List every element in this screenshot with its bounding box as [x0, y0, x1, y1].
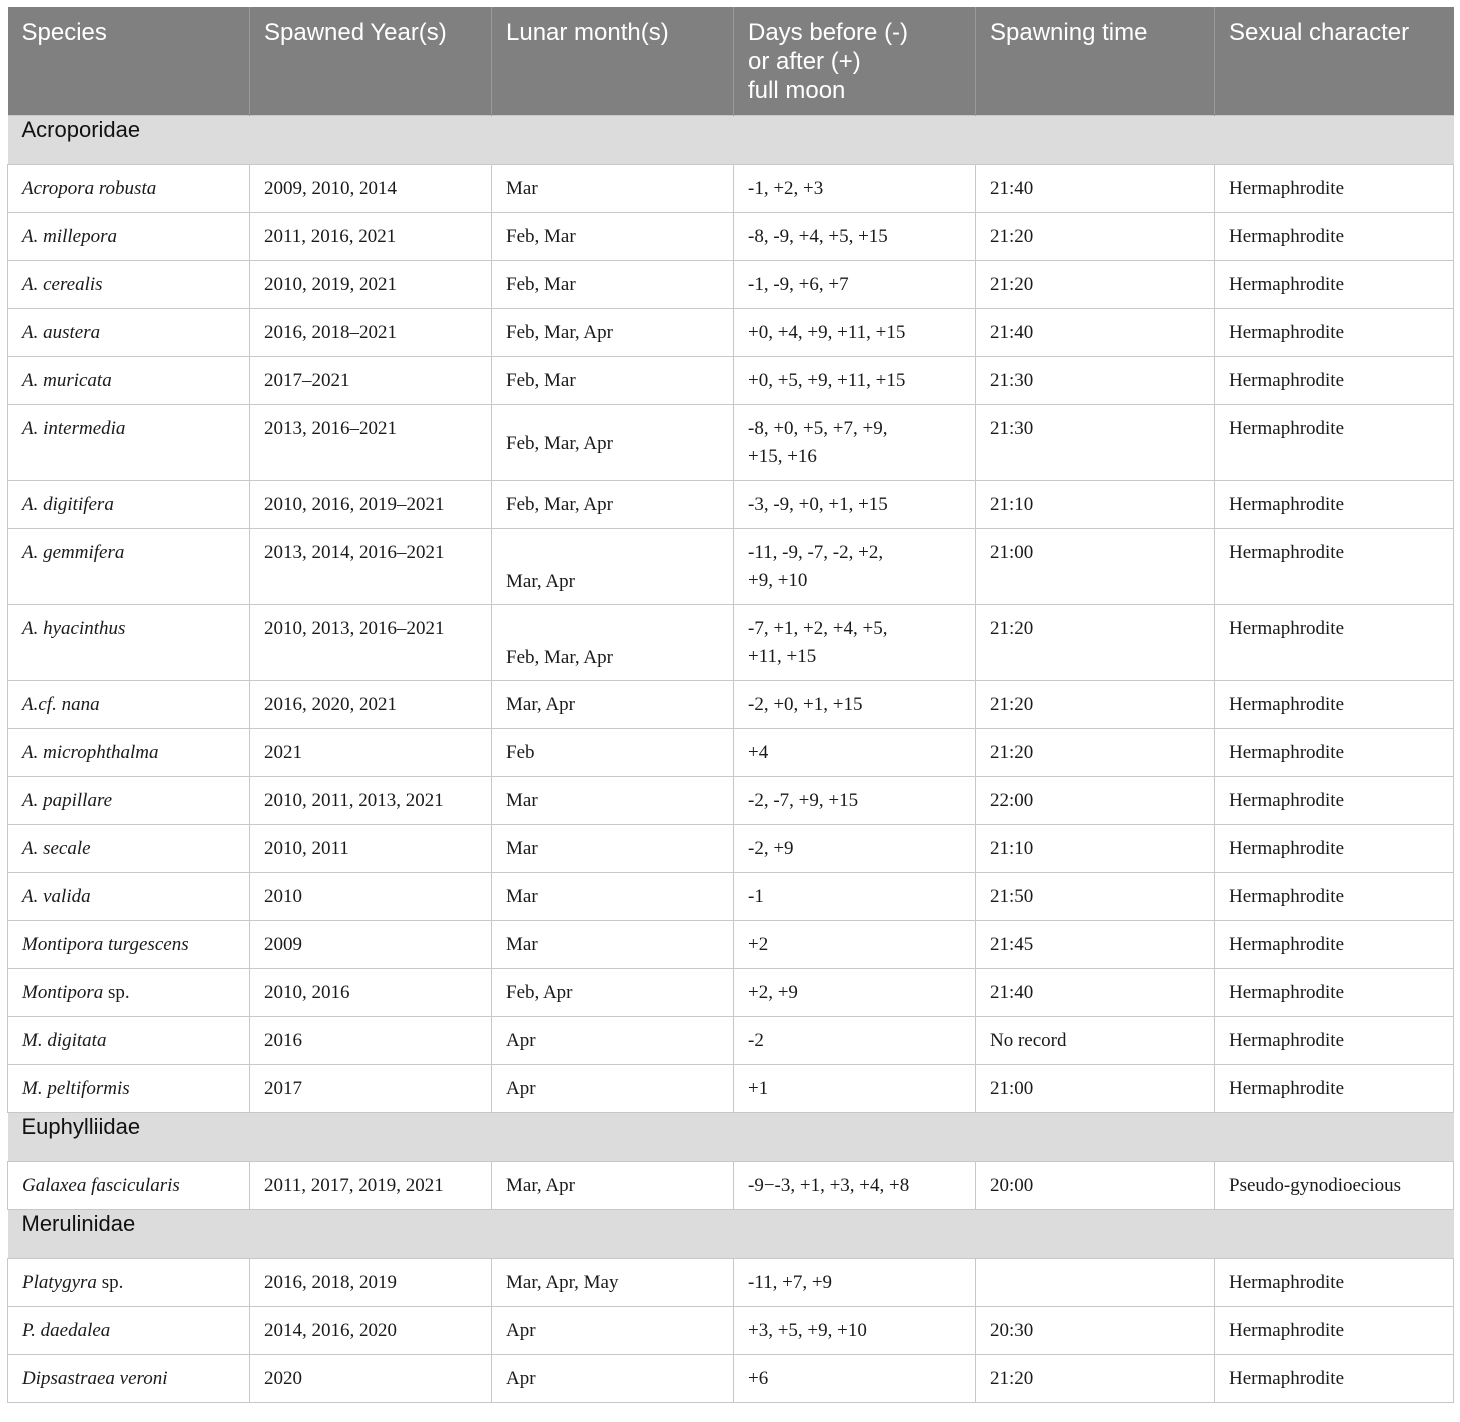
species-cell: A. digitifera	[8, 481, 250, 529]
sex-cell: Hermaphrodite	[1215, 1065, 1454, 1113]
header-row	[8, 7, 1454, 116]
lunar-cell: Feb	[492, 729, 734, 777]
time-cell: 21:40	[976, 969, 1215, 1017]
lunar-cell: Mar	[492, 825, 734, 873]
years-cell: 2010, 2019, 2021	[250, 261, 492, 309]
lunar-cell: Apr	[492, 1065, 734, 1113]
days-cell: +2	[734, 921, 976, 969]
sex-cell: Hermaphrodite	[1215, 309, 1454, 357]
lunar-cell: Mar, Apr	[492, 529, 734, 605]
table-row	[8, 921, 1454, 969]
table-row	[8, 1017, 1454, 1065]
group-row-acroporidae	[8, 116, 1454, 165]
time-cell: 21:00	[976, 529, 1215, 605]
group-label: Merulinidae	[8, 1210, 1454, 1259]
lunar-cell: Feb, Mar, Apr	[492, 309, 734, 357]
time-cell: 21:20	[976, 605, 1215, 681]
time-cell: 21:40	[976, 165, 1215, 213]
time-cell: 21:20	[976, 681, 1215, 729]
years-cell: 2020	[250, 1355, 492, 1403]
species-cell: A. hyacinthus	[8, 605, 250, 681]
species-cell: Montipora sp.	[8, 969, 250, 1017]
days-cell: -8, -9, +4, +5, +15	[734, 213, 976, 261]
sex-cell: Pseudo-gynodioecious	[1215, 1162, 1454, 1210]
species-cell: Platygyra sp.	[8, 1259, 250, 1307]
years-cell: 2009, 2010, 2014	[250, 165, 492, 213]
header-years: Spawned Year(s)	[250, 7, 492, 116]
sex-cell: Hermaphrodite	[1215, 213, 1454, 261]
days-cell: -1	[734, 873, 976, 921]
table-row	[8, 605, 1454, 681]
days-cell: -1, +2, +3	[734, 165, 976, 213]
lunar-cell: Mar, Apr	[492, 681, 734, 729]
lunar-cell: Feb, Mar	[492, 357, 734, 405]
sex-cell: Hermaphrodite	[1215, 777, 1454, 825]
years-cell: 2013, 2014, 2016–2021	[250, 529, 492, 605]
years-cell: 2013, 2016–2021	[250, 405, 492, 481]
table-row	[8, 1065, 1454, 1113]
years-cell: 2010, 2016	[250, 969, 492, 1017]
header-lunar: Lunar month(s)	[492, 7, 734, 116]
time-cell: 21:00	[976, 1065, 1215, 1113]
time-cell: 21:20	[976, 213, 1215, 261]
years-cell: 2017	[250, 1065, 492, 1113]
lunar-cell: Apr	[492, 1017, 734, 1065]
days-cell: -11, -9, -7, -2, +2, +9, +10	[734, 529, 976, 605]
header-days-line2: or after (+)	[748, 48, 861, 75]
species-cell: M. digitata	[8, 1017, 250, 1065]
table-row	[8, 681, 1454, 729]
sex-cell: Hermaphrodite	[1215, 825, 1454, 873]
table-row	[8, 529, 1454, 605]
days-cell: -3, -9, +0, +1, +15	[734, 481, 976, 529]
species-cell: A. papillare	[8, 777, 250, 825]
table-row	[8, 261, 1454, 309]
time-cell: 21:45	[976, 921, 1215, 969]
time-cell: 21:10	[976, 825, 1215, 873]
lunar-cell: Apr	[492, 1307, 734, 1355]
header-days-line1: Days before (-)	[748, 19, 909, 46]
species-cell: A. austera	[8, 309, 250, 357]
time-cell: 20:00	[976, 1162, 1215, 1210]
time-cell: 21:10	[976, 481, 1215, 529]
lunar-cell: Mar	[492, 165, 734, 213]
days-cell: +6	[734, 1355, 976, 1403]
years-cell: 2010, 2011, 2013, 2021	[250, 777, 492, 825]
sex-cell: Hermaphrodite	[1215, 873, 1454, 921]
table-row	[8, 405, 1454, 481]
lunar-cell: Feb, Mar	[492, 213, 734, 261]
header-species: Species	[8, 7, 250, 116]
species-cell: A. cerealis	[8, 261, 250, 309]
header-time: Spawning time	[976, 7, 1215, 116]
sex-cell: Hermaphrodite	[1215, 261, 1454, 309]
table-row	[8, 357, 1454, 405]
species-cell: M. peltiformis	[8, 1065, 250, 1113]
years-cell: 2017–2021	[250, 357, 492, 405]
years-cell: 2010, 2016, 2019–2021	[250, 481, 492, 529]
days-cell: -1, -9, +6, +7	[734, 261, 976, 309]
sex-cell: Hermaphrodite	[1215, 481, 1454, 529]
days-cell: -8, +0, +5, +7, +9, +15, +16	[734, 405, 976, 481]
lunar-cell: Mar	[492, 921, 734, 969]
years-cell: 2010	[250, 873, 492, 921]
group-label: Euphylliidae	[8, 1113, 1454, 1162]
days-cell: -2	[734, 1017, 976, 1065]
time-cell: 21:40	[976, 309, 1215, 357]
species-cell: A. millepora	[8, 213, 250, 261]
group-row-merulinidae	[8, 1210, 1454, 1259]
time-cell: No record	[976, 1017, 1215, 1065]
table-row	[8, 825, 1454, 873]
species-cell: Acropora robusta	[8, 165, 250, 213]
species-cell: Montipora turgescens	[8, 921, 250, 969]
time-cell: 21:20	[976, 1355, 1215, 1403]
species-cell: A. secale	[8, 825, 250, 873]
time-cell: 20:30	[976, 1307, 1215, 1355]
days-cell: +4	[734, 729, 976, 777]
species-cell: A. valida	[8, 873, 250, 921]
sex-cell: Hermaphrodite	[1215, 681, 1454, 729]
years-cell: 2016, 2020, 2021	[250, 681, 492, 729]
header-days-line3: full moon	[748, 77, 846, 104]
species-cell: P. daedalea	[8, 1307, 250, 1355]
sex-cell: Hermaphrodite	[1215, 605, 1454, 681]
table-row	[8, 213, 1454, 261]
species-cell: Galaxea fascicularis	[8, 1162, 250, 1210]
species-cell: A. intermedia	[8, 405, 250, 481]
header-sex: Sexual character	[1215, 7, 1454, 116]
years-cell: 2014, 2016, 2020	[250, 1307, 492, 1355]
table-row	[8, 1307, 1454, 1355]
time-cell: 21:20	[976, 729, 1215, 777]
table-row	[8, 729, 1454, 777]
years-cell: 2021	[250, 729, 492, 777]
sex-cell: Hermaphrodite	[1215, 921, 1454, 969]
years-cell: 2016	[250, 1017, 492, 1065]
years-cell: 2011, 2016, 2021	[250, 213, 492, 261]
time-cell	[976, 1259, 1215, 1307]
table-row	[8, 873, 1454, 921]
sex-cell: Hermaphrodite	[1215, 1259, 1454, 1307]
lunar-cell: Feb, Mar, Apr	[492, 405, 734, 481]
days-cell: +3, +5, +9, +10	[734, 1307, 976, 1355]
sex-cell: Hermaphrodite	[1215, 529, 1454, 605]
lunar-cell: Mar	[492, 873, 734, 921]
years-cell: 2011, 2017, 2019, 2021	[250, 1162, 492, 1210]
years-cell: 2010, 2011	[250, 825, 492, 873]
lunar-cell: Feb, Mar, Apr	[492, 605, 734, 681]
table-row	[8, 777, 1454, 825]
time-cell: 21:50	[976, 873, 1215, 921]
table-row	[8, 481, 1454, 529]
sex-cell: Hermaphrodite	[1215, 357, 1454, 405]
table-row	[8, 1162, 1454, 1210]
days-cell: +0, +4, +9, +11, +15	[734, 309, 976, 357]
years-cell: 2009	[250, 921, 492, 969]
days-cell: -2, -7, +9, +15	[734, 777, 976, 825]
lunar-cell: Mar	[492, 777, 734, 825]
sex-cell: Hermaphrodite	[1215, 1355, 1454, 1403]
years-cell: 2016, 2018, 2019	[250, 1259, 492, 1307]
sex-cell: Hermaphrodite	[1215, 1017, 1454, 1065]
table-row	[8, 1355, 1454, 1403]
days-cell: -11, +7, +9	[734, 1259, 976, 1307]
species-cell: A.cf. nana	[8, 681, 250, 729]
lunar-cell: Feb, Apr	[492, 969, 734, 1017]
group-label: Acroporidae	[8, 116, 1454, 165]
sex-cell: Hermaphrodite	[1215, 165, 1454, 213]
time-cell: 21:30	[976, 357, 1215, 405]
days-cell: +1	[734, 1065, 976, 1113]
time-cell: 21:30	[976, 405, 1215, 481]
lunar-cell: Apr	[492, 1355, 734, 1403]
time-cell: 22:00	[976, 777, 1215, 825]
species-cell: A. microphthalma	[8, 729, 250, 777]
lunar-cell: Feb, Mar	[492, 261, 734, 309]
days-cell: -2, +0, +1, +15	[734, 681, 976, 729]
header-days	[734, 7, 976, 116]
days-cell: +2, +9	[734, 969, 976, 1017]
table-row	[8, 165, 1454, 213]
table-row	[8, 1259, 1454, 1307]
sex-cell: Hermaphrodite	[1215, 405, 1454, 481]
days-cell: -9−-3, +1, +3, +4, +8	[734, 1162, 976, 1210]
sex-cell: Hermaphrodite	[1215, 729, 1454, 777]
days-cell: +0, +5, +9, +11, +15	[734, 357, 976, 405]
lunar-cell: Feb, Mar, Apr	[492, 481, 734, 529]
species-cell: A. muricata	[8, 357, 250, 405]
table-row	[8, 309, 1454, 357]
lunar-cell: Mar, Apr, May	[492, 1259, 734, 1307]
years-cell: 2010, 2013, 2016–2021	[250, 605, 492, 681]
table-row	[8, 969, 1454, 1017]
days-cell: -7, +1, +2, +4, +5, +11, +15	[734, 605, 976, 681]
sex-cell: Hermaphrodite	[1215, 969, 1454, 1017]
group-row-euphylliidae	[8, 1113, 1454, 1162]
species-cell: Dipsastraea veroni	[8, 1355, 250, 1403]
years-cell: 2016, 2018–2021	[250, 309, 492, 357]
time-cell: 21:20	[976, 261, 1215, 309]
sex-cell: Hermaphrodite	[1215, 1307, 1454, 1355]
lunar-cell: Mar, Apr	[492, 1162, 734, 1210]
spawning-table	[7, 7, 1454, 1403]
days-cell: -2, +9	[734, 825, 976, 873]
species-cell: A. gemmifera	[8, 529, 250, 605]
